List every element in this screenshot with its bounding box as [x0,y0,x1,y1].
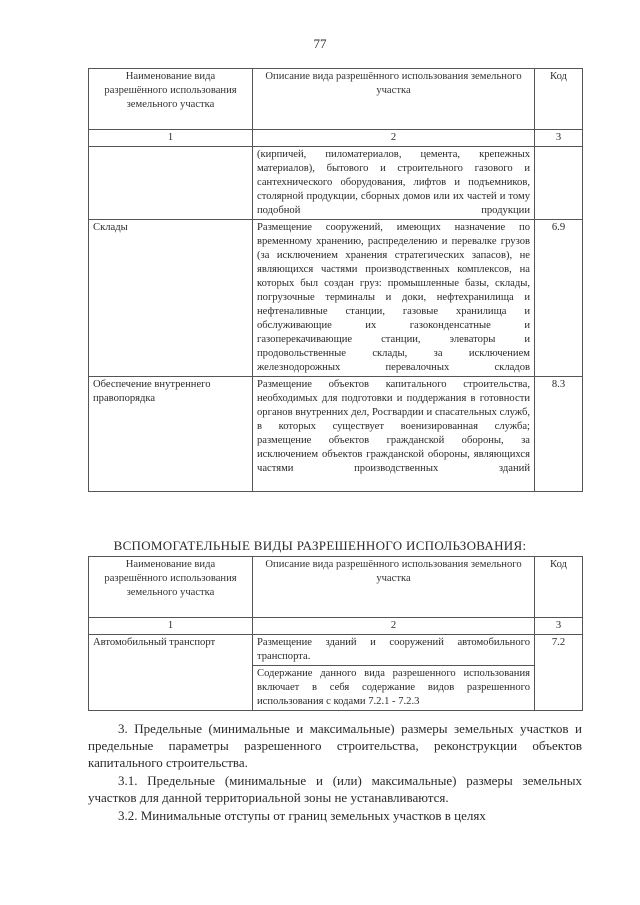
row-description-part: Содержание данного вида разрешенного использования включает в себя содержание видов разрешенного использования с кодами 7.2.1 - 7.2.3 [257,668,530,707]
header-col-name: Наименование вида разрешённого использования земельного участка [89,69,253,130]
column-number: 1 [89,130,253,147]
page-number: 77 [313,36,327,51]
column-number: 3 [535,130,583,147]
paragraph: 3.2. Минимальные отступы от границ земельных участков в целях [118,808,486,823]
column-number-row [89,618,583,635]
paragraph: 3.1. Предельные (минимальные и (или) максимальные) размеры земельных участков для данной территориальной зоны не устанавливаются. [88,773,582,805]
header-col-code: Код [535,69,583,130]
paragraph: 3. Предельные (минимальные и максимальные) размеры земельных участков и предельные параметры разрешенного строительства, реконструкции объектов капитального строительства. [88,721,582,770]
row-name: Обеспечение внутреннего правопорядка [89,377,253,492]
row-description-cell [253,635,535,711]
table-header-row [89,557,583,618]
row-description: Размещение сооружений, имеющих назначение по временному хранению, распределению и перевалке грузов (за исключением хранения стратегических запасов), не являющихся частями производственных комплексов, на которых был создан груз: промышленные базы, склады, погрузочные терминалы и доки, нефтехранилища и нефтеналивные станции, газовые хранилища и обслуживающие их газоконденсатные и газоперекачивающие станции, элеваторы и продовольственные склады, за исключением железнодорожных перевалочных складов [253,220,535,377]
column-number-row [89,130,583,147]
row-code: 6.9 [535,220,583,377]
column-number: 3 [535,618,583,635]
table-row [89,635,583,711]
table-header-row [89,69,583,130]
row-code [535,147,583,220]
row-code: 8.3 [535,377,583,492]
table-row [89,147,583,220]
main-table [88,68,583,492]
row-name: Автомобильный транспорт [89,635,253,711]
header-col-name: Наименование вида разрешённого использования земельного участка [89,557,253,618]
column-number: 1 [89,618,253,635]
row-description: (кирпичей, пиломатериалов, цемента, крепежных материалов), бытового и строительного газового и сантехнического оборудования, лифтов и подъемников, столярной продукции, сборных домов или их частей и тому подобной продукции [253,147,535,220]
row-description: Размещение объектов капитального строительства, необходимых для подготовки и поддержания в готовности органов внутренних дел, Росгвардии и спасательных служб, в которых существует военизированная служба; размещение объектов гражданской обороны, за исключением объектов гражданской обороны, являющихся частями производственных зданий [253,377,535,492]
row-code: 7.2 [535,635,583,711]
column-number: 2 [253,130,535,147]
header-col-description: Описание вида разрешённого использования земельного участка [253,69,535,130]
aux-table [88,556,583,711]
row-name: Склады [89,220,253,377]
header-col-description: Описание вида разрешённого использования земельного участка [253,557,535,618]
table-row [89,220,583,377]
section-title: ВСПОМОГАТЕЛЬНЫЕ ВИДЫ РАЗРЕШЕННОГО ИСПОЛЬЗОВАНИЯ: [113,538,527,553]
header-col-code: Код [535,557,583,618]
table-row [89,377,583,492]
row-name [89,147,253,220]
row-description-part: Размещение зданий и сооружений автомобильного транспорта. [253,635,534,666]
column-number: 2 [253,618,535,635]
